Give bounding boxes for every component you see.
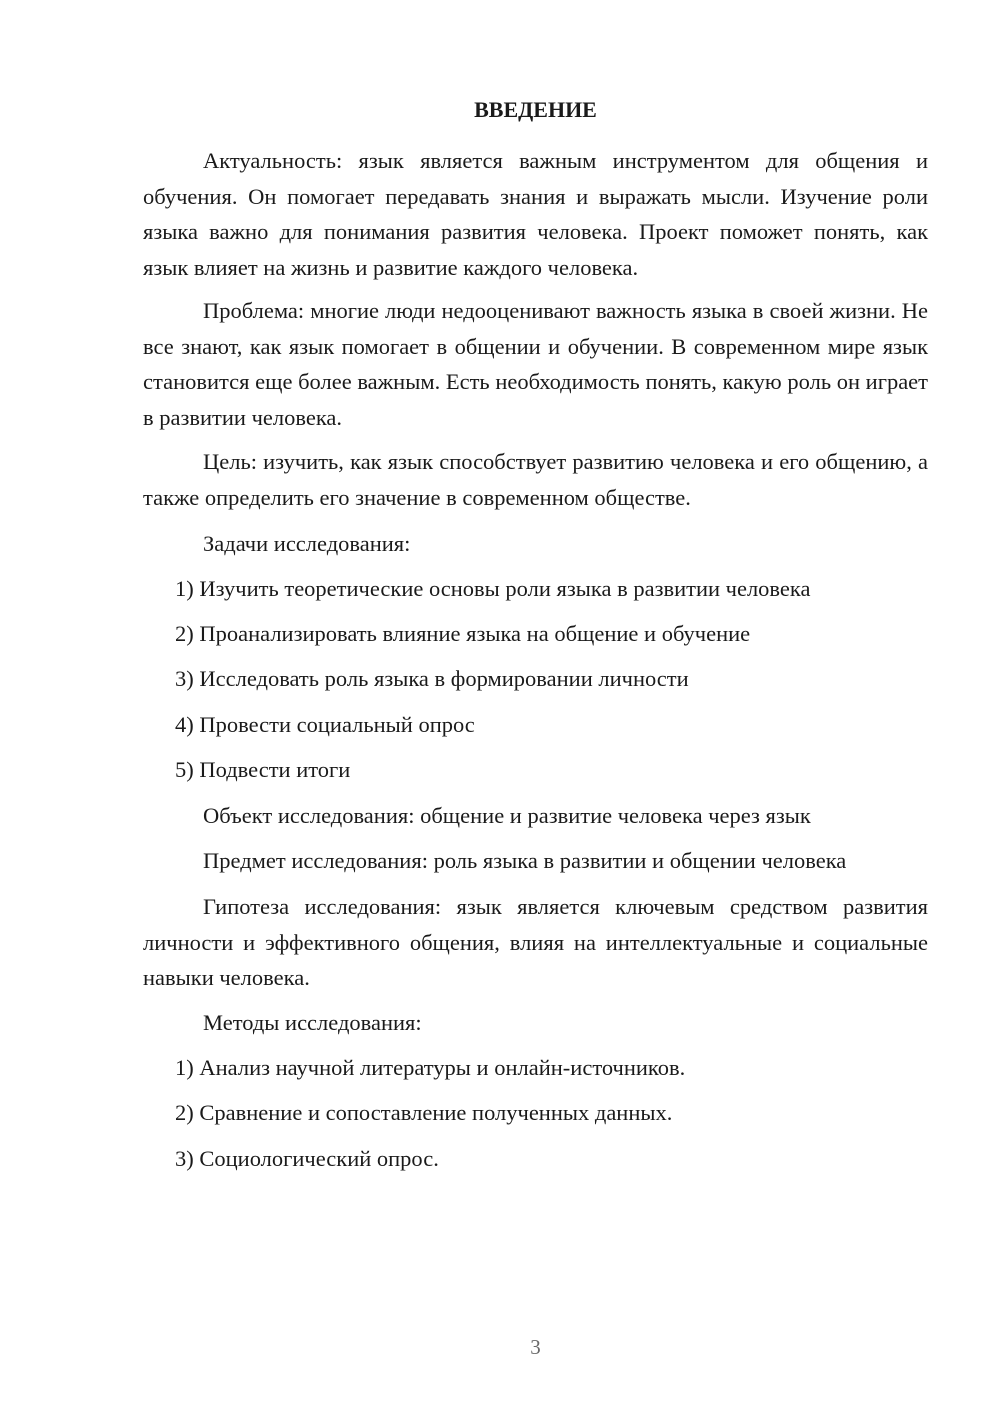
relevance-paragraph: Актуальность: язык является важным инструментом для общения и обучения. Он помогает передавать знания и выражать мысли. Изучение роли языка важно для понимания развития человека. Проект поможет понять, как язык влияет на жизнь и развитие каждого человека. (143, 148, 928, 280)
problem-paragraph: Проблема: многие люди недооценивают важность языка в своей жизни. Не все знают, как язык помогает в общении и обучении. В современном мире язык становится еще более важным. Есть необходимость понять, какую роль он играет в развитии человека. (143, 298, 928, 430)
goal-paragraph: Цель: изучить, как язык способствует развитию человека и его общению, а также определить его значение в современном обществе. (143, 449, 928, 510)
methods-heading: Методы исследования: (203, 1010, 422, 1035)
page-title: ВВЕДЕНИЕ (474, 97, 597, 122)
hypothesis-paragraph: Гипотеза исследования: язык является ключевым средством развития личности и эффективного общения, влияя на интеллектуальные и социальные навыки человека. (143, 894, 928, 990)
method-item: 2) Сравнение и сопоставление полученных данных. (175, 1100, 673, 1125)
task-item: 3) Исследовать роль языка в формировании личности (175, 666, 689, 691)
method-item: 1) Анализ научной литературы и онлайн-источников. (175, 1055, 686, 1080)
document-page (143, 0, 928, 1414)
page-number: 3 (530, 1335, 541, 1359)
object-line: Объект исследования: общение и развитие человека через язык (203, 803, 811, 828)
method-item: 3) Социологический опрос. (175, 1146, 439, 1171)
task-item: 1) Изучить теоретические основы роли языка в развитии человека (175, 576, 811, 601)
tasks-heading: Задачи исследования: (203, 531, 411, 556)
task-item: 2) Проанализировать влияние языка на общение и обучение (175, 621, 751, 646)
subject-line: Предмет исследования: роль языка в развитии и общении человека (203, 848, 847, 873)
task-item: 4) Провести социальный опрос (175, 712, 475, 737)
task-item: 5) Подвести итоги (175, 757, 351, 782)
